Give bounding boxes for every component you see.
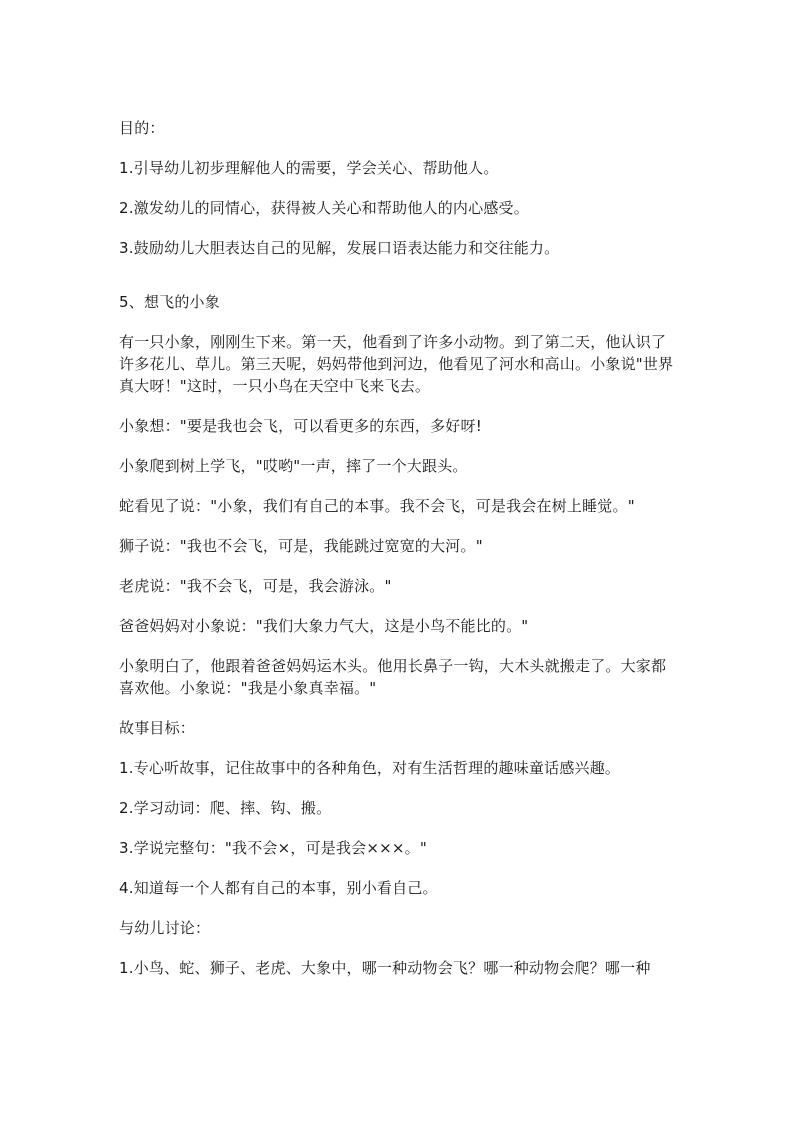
goals-item-1: 1.专心听故事，记住故事中的各种角色，对有生活哲理的趣味童话感兴趣。 <box>119 759 621 777</box>
story-paragraph-3: 小象爬到树上学飞，"哎哟"一声，摔了一个大跟头。 <box>119 457 468 475</box>
goals-heading: 故事目标： <box>119 719 196 737</box>
story-paragraph-2: 小象想："要是我也会飞，可以看更多的东西，多好呀! <box>119 417 482 435</box>
story-paragraph-8: 小象明白了，他跟着爸爸妈妈运木头。他用长鼻子一钩，大木头就搬走了。大家都喜欢他。小象说："我是小象真幸福。" <box>119 657 667 697</box>
purpose-heading: 目的： <box>119 119 165 137</box>
story-paragraph-5: 狮子说："我也不会飞，可是，我能跳过宽宽的大河。" <box>119 537 483 555</box>
discussion-heading: 与幼儿讨论： <box>119 919 211 937</box>
goals-item-3: 3.学说完整句："我不会×，可是我会×××。" <box>119 839 427 857</box>
story-paragraph-7: 爸爸妈妈对小象说："我们大象力气大，这是小鸟不能比的。" <box>119 617 529 635</box>
purpose-item-3: 3.鼓励幼儿大胆表达自己的见解，发展口语表达能力和交往能力。 <box>119 239 560 257</box>
document-body <box>119 117 679 997</box>
goals-item-2: 2.学习动词：爬、摔、钩、搬。 <box>119 799 332 817</box>
discussion-item-1: 1.小鸟、蛇、狮子、老虎、大象中，哪一种动物会飞？哪一种动物会爬？哪一种 <box>119 959 651 977</box>
story-paragraph-6: 老虎说："我不会飞，可是，我会游泳。" <box>119 577 392 595</box>
purpose-item-2: 2.激发幼儿的同情心，获得被人关心和帮助他人的内心感受。 <box>119 199 529 217</box>
story-paragraph-1: 有一只小象，刚刚生下来。第一天，他看到了许多小动物。到了第二天，他认识了许多花儿、草儿。第三天呢，妈妈带他到河边，他看见了河水和高山。小象说"世界真大呀！"这时，一只小鸟在天空中飞来飞去。 <box>119 333 674 395</box>
goals-item-4: 4.知道每一个人都有自己的本事，别小看自己。 <box>119 879 438 897</box>
story-paragraph-4: 蛇看见了说："小象，我们有自己的本事。我不会飞，可是我会在树上睡觉。" <box>119 497 635 515</box>
story-title: 5、想飞的小象 <box>119 293 220 311</box>
purpose-item-1: 1.引导幼儿初步理解他人的需要，学会关心、帮助他人。 <box>119 159 499 177</box>
